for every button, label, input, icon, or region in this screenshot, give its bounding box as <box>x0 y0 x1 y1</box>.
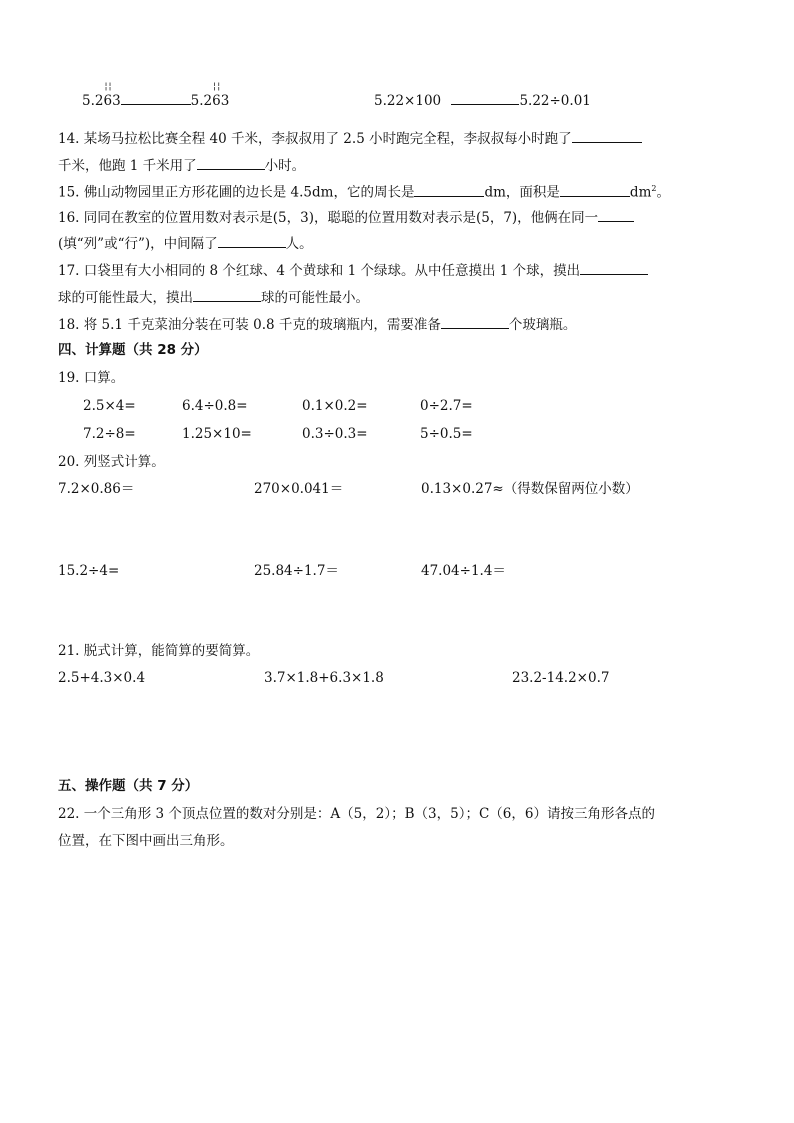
answer-blank-q17-2[interactable] <box>193 287 261 302</box>
q18-line: 18. 将 5.1 千克菜油分装在可装 0.8 千克的玻璃瓶内，需要准备 个玻璃瓶。 <box>58 314 576 334</box>
q20-title: 20. 列竖式计算。 <box>58 454 165 470</box>
answer-blank-q15-1[interactable] <box>414 182 484 197</box>
q20-r1-c1: 7.2×0.86＝ <box>58 481 135 497</box>
q15-line: 15. 佛山动物园里正方形花圃的边长是 4.5dm，它的周长是 dm，面积是 $dm^2$。 <box>58 180 670 202</box>
q19-r1-c3: 0.1×0.2= <box>302 398 368 414</box>
q14-line1: 14. 某场马拉松比赛全程 40 千米，李叔叔用了 2.5 小时跑完全程，李叔叔每小时跑了 <box>58 128 642 148</box>
q17-line2: 球的可能性最大，摸出 球的可能性最小。 <box>58 287 369 307</box>
compare-2-right: 5.22÷0.01 <box>519 93 591 109</box>
q19-r2-c1: 7.2÷8= <box>83 426 136 442</box>
compare-item-1 <box>82 82 230 110</box>
q19-r2-c3: 0.3÷0.3= <box>302 426 368 442</box>
repeating-decimal-left: ¦¦ 63 <box>103 82 121 109</box>
q20-r2-c1: 15.2÷4= <box>58 563 120 579</box>
q22-line1: 22. 一个三角形 3 个顶点位置的数对分别是：A（5，2）；B（3，5）；C（6，6）请按三角形各点的 <box>58 806 655 822</box>
q14-line2: 千米，他跑 1 千米用了 小时。 <box>58 155 305 175</box>
q19-title: 19. 口算。 <box>58 370 125 386</box>
q21-item-3: 23.2-14.2×0.7 <box>512 670 610 686</box>
q21-item-2: 3.7×1.8+6.3×1.8 <box>264 670 384 686</box>
answer-blank-compare-1[interactable] <box>121 90 191 105</box>
answer-blank-q16-1[interactable] <box>598 207 634 222</box>
answer-blank-compare-2[interactable] <box>451 90 519 105</box>
answer-blank-q14-1[interactable] <box>572 128 642 143</box>
answer-blank-q18[interactable] <box>441 314 509 329</box>
repeating-decimal-right: ¦¦ 63 <box>212 82 230 109</box>
q19-r2-c4: 5÷0.5= <box>420 426 473 442</box>
q20-r1-c3: 0.13×0.27≈（得数保留两位小数） <box>421 481 639 497</box>
q20-r2-c3: 47.04÷1.4＝ <box>421 563 506 579</box>
q17-line1: 17. 口袋里有大小相同的 8 个红球、4 个黄球和 1 个绿球。从中任意摸出 1 个球，摸出 <box>58 260 648 280</box>
q21-item-1: 2.5+4.3×0.4 <box>58 670 146 686</box>
section-5-heading: 五、操作题（共 7 分） <box>58 778 199 794</box>
q19-r1-c2: 6.4÷0.8= <box>182 398 248 414</box>
q20-r2-c2: 25.84÷1.7＝ <box>254 563 339 579</box>
q19-r1-c1: 2.5×4= <box>83 398 136 414</box>
q20-r1-c2: 270×0.041＝ <box>254 481 344 497</box>
q19-r2-c2: 1.25×10= <box>182 426 252 442</box>
compare-item-2 <box>374 90 591 110</box>
q22-line2: 位置，在下图中画出三角形。 <box>58 833 234 849</box>
q19-r1-c4: 0÷2.7= <box>420 398 473 414</box>
answer-blank-q16-2[interactable] <box>218 233 286 248</box>
compare-1-right: 5.2 <box>190 93 213 109</box>
compare-2-left: 5.22×100 <box>374 93 442 109</box>
q21-title: 21. 脱式计算，能简算的要简算。 <box>58 643 260 659</box>
q16-line1: 16. 同同在教室的位置用数对表示是(5，3)，聪聪的位置用数对表示是(5，7)，他俩在同一 <box>58 207 634 227</box>
compare-1-left: 5.2 <box>82 93 104 109</box>
answer-blank-q15-2[interactable] <box>560 182 630 197</box>
answer-blank-q14-2[interactable] <box>197 155 265 170</box>
answer-blank-q17-1[interactable] <box>580 260 648 275</box>
section-4-heading: 四、计算题（共 28 分） <box>58 342 208 358</box>
q16-line2: (填“列”或“行”)，中间隔了 人。 <box>58 233 313 253</box>
